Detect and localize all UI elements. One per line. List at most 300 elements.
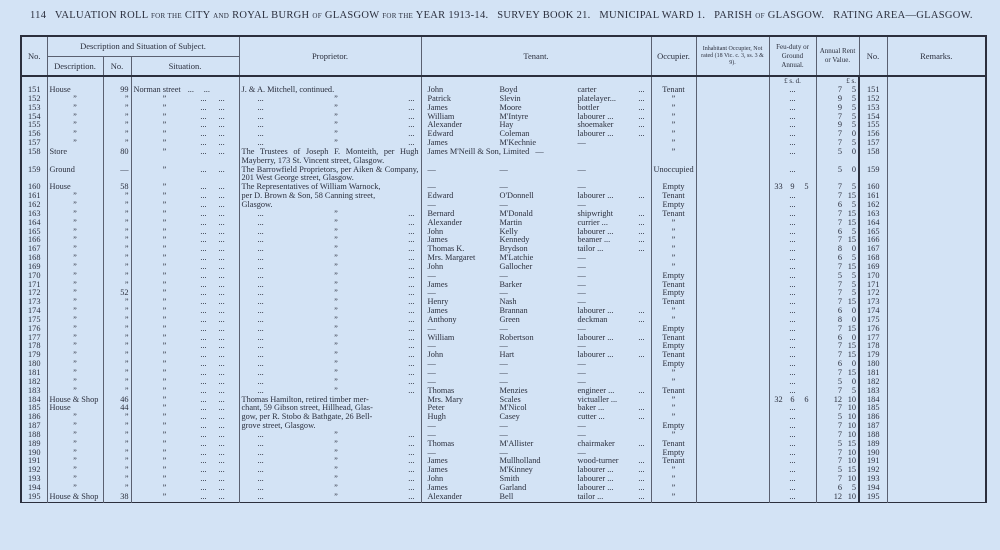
ditto-mark: ” bbox=[334, 139, 338, 148]
number-cell bbox=[103, 413, 131, 422]
feu-empty: ... bbox=[789, 413, 796, 422]
rent-pounds: 7 bbox=[837, 183, 842, 192]
rent-shillings: 10 bbox=[847, 413, 856, 422]
number-cell bbox=[103, 86, 131, 95]
col-feu-duty: Feu-duty or Ground Annual. bbox=[769, 36, 816, 76]
description-cell bbox=[47, 113, 103, 122]
occupier-status: ” bbox=[671, 94, 676, 103]
description-cell bbox=[47, 396, 103, 405]
row-no-2 bbox=[859, 245, 887, 254]
title-part: AND bbox=[213, 12, 230, 20]
tenant-occupation: shoemaker bbox=[577, 121, 614, 130]
ditto-mark: ” bbox=[334, 439, 338, 448]
dots: ... bbox=[200, 422, 207, 431]
col-occupier: Occupier. bbox=[651, 36, 696, 76]
occupier-cell bbox=[651, 457, 696, 466]
rent-shillings: 5 bbox=[851, 271, 856, 280]
tenant-occupation: currier ... bbox=[577, 218, 608, 227]
description: ” bbox=[73, 483, 77, 492]
tenant-last-name: M'Allister bbox=[499, 439, 534, 448]
tenant-cell bbox=[421, 378, 651, 387]
feu-empty: ... bbox=[789, 483, 796, 492]
feu-empty: ... bbox=[789, 457, 796, 466]
dots: ... bbox=[408, 227, 415, 236]
remarks-cell bbox=[887, 404, 986, 413]
rent-cell bbox=[816, 396, 859, 405]
dots: ... bbox=[218, 200, 225, 209]
rent-pounds: 7 bbox=[837, 457, 842, 466]
tenant-first-name: James bbox=[427, 280, 448, 289]
situation-cell bbox=[131, 360, 239, 369]
proprietor-text: The Representatives of William Warnock, bbox=[241, 183, 381, 192]
remarks-cell bbox=[887, 236, 986, 245]
feu-cell bbox=[769, 475, 816, 484]
situation-cell bbox=[131, 316, 239, 325]
row-number: 174 bbox=[28, 307, 41, 316]
dots: ... bbox=[638, 439, 645, 448]
occupier-status: ” bbox=[671, 492, 676, 501]
dots: ... bbox=[257, 262, 264, 271]
description-cell bbox=[47, 413, 103, 422]
row-number: 190 bbox=[28, 448, 41, 457]
description: ” bbox=[73, 351, 77, 360]
row-no-2 bbox=[859, 457, 887, 466]
tenant-first-name: — bbox=[427, 200, 436, 209]
table-row bbox=[21, 192, 986, 201]
row-no-2 bbox=[859, 351, 887, 360]
row-number: 177 bbox=[867, 333, 880, 342]
ditto-mark: ” bbox=[334, 377, 338, 386]
street-number: 38 bbox=[120, 492, 129, 501]
ditto-mark: ” bbox=[162, 254, 167, 263]
description: ” bbox=[73, 307, 77, 316]
inhabitant-cell bbox=[696, 351, 769, 360]
tenant-cell bbox=[421, 387, 651, 396]
row-no-2 bbox=[859, 484, 887, 493]
ditto-mark: ” bbox=[162, 413, 167, 422]
dots: ... bbox=[200, 200, 207, 209]
row-no bbox=[21, 245, 47, 254]
tenant-first-name: Peter bbox=[427, 404, 445, 413]
ditto-mark: ” bbox=[162, 183, 167, 192]
description: ” bbox=[73, 324, 77, 333]
tenant-occupation: labourer ... bbox=[577, 483, 614, 492]
occupier-cell bbox=[651, 413, 696, 422]
dots: ... bbox=[408, 448, 415, 457]
col-num: No. bbox=[103, 56, 131, 76]
occupier-status: ” bbox=[671, 112, 676, 121]
ditto-mark: ” bbox=[162, 245, 167, 254]
street-number: ” bbox=[124, 227, 129, 236]
tenant-first-name: — bbox=[427, 165, 436, 174]
rent-shillings: 15 bbox=[847, 369, 856, 377]
inhabitant-cell bbox=[696, 422, 769, 431]
table-row bbox=[21, 475, 986, 484]
feu-cell bbox=[769, 130, 816, 139]
dots: ... bbox=[638, 227, 645, 236]
dots: ... bbox=[218, 130, 225, 139]
inhabitant-cell bbox=[696, 325, 769, 334]
occupier-status: Tenant bbox=[662, 333, 685, 342]
rent-pounds: 8 bbox=[837, 315, 842, 324]
occupier-cell bbox=[651, 378, 696, 387]
ditto-mark: ” bbox=[334, 209, 338, 218]
dots: ... bbox=[257, 289, 264, 298]
description-cell bbox=[47, 148, 103, 166]
dots: ... bbox=[218, 395, 225, 404]
dots: ... bbox=[257, 492, 264, 501]
feu-cell bbox=[769, 113, 816, 122]
street-number: ” bbox=[124, 422, 129, 431]
tenant-cell bbox=[421, 263, 651, 272]
row-no bbox=[21, 263, 47, 272]
dots: ... bbox=[257, 377, 264, 386]
remarks-cell bbox=[887, 298, 986, 307]
dots: ... bbox=[200, 121, 207, 130]
proprietor-cell bbox=[239, 210, 421, 219]
inhabitant-cell bbox=[696, 201, 769, 210]
row-number: 166 bbox=[28, 236, 41, 245]
tenant-last-name: — bbox=[499, 183, 508, 192]
valuation-roll-table bbox=[20, 35, 987, 503]
tenant-cell bbox=[421, 113, 651, 122]
ditto-mark: ” bbox=[162, 165, 167, 174]
description-cell bbox=[47, 263, 103, 272]
dots: ... bbox=[200, 245, 207, 254]
dots: ... bbox=[218, 183, 225, 192]
inhabitant-cell bbox=[696, 245, 769, 254]
occupier-status: ” bbox=[671, 103, 676, 112]
ditto-mark: ” bbox=[162, 280, 167, 289]
ditto-mark: ” bbox=[334, 130, 338, 139]
occupier-cell bbox=[651, 449, 696, 458]
description-cell bbox=[47, 466, 103, 475]
rent-pounds: 9 bbox=[837, 94, 842, 103]
rent-cell bbox=[816, 113, 859, 122]
row-number: 165 bbox=[28, 227, 41, 236]
rent-cell bbox=[816, 316, 859, 325]
row-no bbox=[21, 281, 47, 290]
occupier-cell bbox=[651, 183, 696, 192]
number-cell bbox=[103, 130, 131, 139]
number-cell bbox=[103, 440, 131, 449]
dots: ... bbox=[408, 475, 415, 484]
inhabitant-cell bbox=[696, 387, 769, 396]
feu-cell bbox=[769, 263, 816, 272]
dots: ... bbox=[638, 192, 645, 201]
number-cell bbox=[103, 148, 131, 166]
proprietor-cell bbox=[239, 201, 421, 210]
remarks-cell bbox=[887, 449, 986, 458]
rent-cell bbox=[816, 254, 859, 263]
street-number: ” bbox=[124, 475, 129, 484]
ditto-mark: ” bbox=[162, 94, 167, 103]
occupier-cell bbox=[651, 113, 696, 122]
feu-empty: ... bbox=[789, 333, 796, 342]
description-cell bbox=[47, 236, 103, 245]
proprietor-text: J. & A. Mitchell, continued. bbox=[241, 86, 335, 94]
situation-cell bbox=[131, 387, 239, 396]
occupier-status: Empty bbox=[662, 200, 685, 209]
feu-cell bbox=[769, 298, 816, 307]
tenant-last-name: — bbox=[499, 271, 508, 280]
tenant-occupation: labourer ... bbox=[577, 475, 614, 484]
row-number: 156 bbox=[28, 130, 41, 139]
number-cell bbox=[103, 236, 131, 245]
situation-cell bbox=[131, 236, 239, 245]
tenant-last-name: O'Donnell bbox=[499, 192, 534, 201]
col-remarks: Remarks. bbox=[887, 36, 986, 76]
description: ” bbox=[73, 298, 77, 307]
description: ” bbox=[73, 448, 77, 457]
row-no-2 bbox=[859, 475, 887, 484]
tenant-first-name: Mrs. Mary bbox=[427, 395, 463, 404]
tenant-occupation: wood-turner bbox=[577, 457, 619, 466]
inhabitant-cell bbox=[696, 493, 769, 502]
tenant-first-name: James bbox=[427, 103, 448, 112]
tenant-cell bbox=[421, 334, 651, 343]
inhabitant-cell bbox=[696, 369, 769, 378]
situation-cell bbox=[131, 378, 239, 387]
dots: ... bbox=[408, 94, 415, 103]
dots: ... bbox=[257, 280, 264, 289]
dots: ... bbox=[200, 183, 207, 192]
rent-cell bbox=[816, 95, 859, 104]
description: ” bbox=[73, 369, 77, 377]
dots: ... bbox=[200, 209, 207, 218]
dots: ... bbox=[200, 475, 207, 484]
ditto-mark: ” bbox=[162, 147, 167, 156]
row-no-2 bbox=[859, 86, 887, 95]
feu-cell bbox=[769, 245, 816, 254]
feu-shillings: 9 bbox=[790, 183, 795, 192]
tenant-last-name: Kelly bbox=[499, 227, 518, 236]
dots: ... bbox=[200, 386, 207, 395]
street-number: ” bbox=[124, 360, 129, 369]
situation-cell bbox=[131, 289, 239, 298]
proprietor-cell bbox=[239, 449, 421, 458]
street-number: ” bbox=[124, 439, 129, 448]
remarks-cell bbox=[887, 210, 986, 219]
rent-shillings: 10 bbox=[847, 457, 856, 466]
number-cell bbox=[103, 104, 131, 113]
inhabitant-cell bbox=[696, 457, 769, 466]
description-cell bbox=[47, 183, 103, 192]
ditto-mark: ” bbox=[334, 324, 338, 333]
rent-cell bbox=[816, 201, 859, 210]
situation-cell bbox=[131, 457, 239, 466]
tenant-last-name: Smith bbox=[499, 475, 520, 484]
number-cell bbox=[103, 484, 131, 493]
dots: ... bbox=[200, 448, 207, 457]
number-cell bbox=[103, 272, 131, 281]
tenant-occupation: — bbox=[577, 271, 586, 280]
row-no-2 bbox=[859, 130, 887, 139]
occupier-status: ” bbox=[671, 475, 676, 484]
tenant-occupation: — bbox=[577, 342, 586, 351]
number-cell bbox=[103, 183, 131, 192]
table-row bbox=[21, 369, 986, 378]
dots: ... bbox=[200, 457, 207, 466]
feu-cell bbox=[769, 95, 816, 104]
number-cell bbox=[103, 378, 131, 387]
feu-cell bbox=[769, 272, 816, 281]
inhabitant-cell bbox=[696, 139, 769, 148]
table-row bbox=[21, 104, 986, 113]
street-number: 58 bbox=[120, 183, 129, 192]
number-cell bbox=[103, 210, 131, 219]
dots: ... bbox=[408, 324, 415, 333]
rent-cell bbox=[816, 360, 859, 369]
dots: ... bbox=[257, 342, 264, 351]
description: ” bbox=[73, 315, 77, 324]
dots: ... bbox=[638, 103, 645, 112]
dots: ... bbox=[638, 130, 645, 139]
dots: ... bbox=[408, 289, 415, 298]
occupier-cell bbox=[651, 228, 696, 237]
dots: ... bbox=[408, 377, 415, 386]
feu-cell bbox=[769, 422, 816, 431]
feu-cell bbox=[769, 183, 816, 192]
dots: ... bbox=[200, 218, 207, 227]
dots: ... bbox=[200, 395, 207, 404]
row-number: 169 bbox=[28, 262, 41, 271]
table-row bbox=[21, 183, 986, 192]
tenant-last-name: — bbox=[499, 165, 508, 174]
remarks-cell bbox=[887, 307, 986, 316]
description-cell bbox=[47, 484, 103, 493]
row-number: 182 bbox=[867, 377, 880, 386]
street-number: ” bbox=[124, 466, 129, 475]
inhabitant-cell bbox=[696, 95, 769, 104]
rent-shillings: 5 bbox=[851, 483, 856, 492]
description-cell bbox=[47, 457, 103, 466]
tenant-last-name: — bbox=[499, 342, 508, 351]
rent-cell bbox=[816, 245, 859, 254]
ditto-mark: ” bbox=[334, 307, 338, 316]
feu-empty: ... bbox=[789, 209, 796, 218]
description: ” bbox=[73, 439, 77, 448]
tenant-occupation: chairmaker bbox=[577, 439, 615, 448]
dots: ... bbox=[200, 289, 207, 298]
table-row bbox=[21, 139, 986, 148]
row-no-2 bbox=[859, 369, 887, 378]
occupier-status: ” bbox=[671, 236, 676, 245]
description: ” bbox=[73, 218, 77, 227]
description-cell bbox=[47, 104, 103, 113]
situation-cell bbox=[131, 183, 239, 192]
situation-cell bbox=[131, 475, 239, 484]
title-part: ROYAL BURGH bbox=[232, 10, 310, 21]
number-cell bbox=[103, 431, 131, 440]
dots: ... bbox=[257, 245, 264, 254]
number-cell bbox=[103, 325, 131, 334]
tenant-occupation: — bbox=[577, 422, 586, 431]
row-no bbox=[21, 378, 47, 387]
remarks-cell bbox=[887, 219, 986, 228]
row-number: 175 bbox=[867, 315, 880, 324]
feu-empty: ... bbox=[789, 245, 796, 254]
description: ” bbox=[73, 112, 77, 121]
tenant-occupation: — bbox=[577, 139, 586, 148]
description-cell bbox=[47, 95, 103, 104]
rent-shillings: 0 bbox=[851, 333, 856, 342]
description-cell bbox=[47, 449, 103, 458]
row-number: 163 bbox=[867, 209, 880, 218]
tenant-cell bbox=[421, 440, 651, 449]
proprietor-cell bbox=[239, 148, 421, 166]
ditto-mark: ” bbox=[162, 298, 167, 307]
rent-shillings: 15 bbox=[847, 351, 856, 360]
situation-cell bbox=[131, 281, 239, 290]
occupier-cell bbox=[651, 431, 696, 440]
rent-cell bbox=[816, 404, 859, 413]
row-number: 152 bbox=[867, 94, 880, 103]
description-cell bbox=[47, 139, 103, 148]
table-row bbox=[21, 245, 986, 254]
occupier-cell bbox=[651, 245, 696, 254]
dots: ... bbox=[257, 483, 264, 492]
description-cell bbox=[47, 404, 103, 413]
rent-pounds: 7 bbox=[837, 351, 842, 360]
feu-empty: ... bbox=[789, 165, 796, 174]
dots: ... bbox=[257, 315, 264, 324]
feu-cell bbox=[769, 342, 816, 351]
description: ” bbox=[73, 121, 77, 130]
row-number: 173 bbox=[867, 298, 880, 307]
remarks-cell bbox=[887, 325, 986, 334]
rent-shillings: 5 bbox=[851, 254, 856, 263]
table-row bbox=[21, 325, 986, 334]
tenant-last-name: M'Latchie bbox=[499, 254, 534, 263]
occupier-status: Tenant bbox=[662, 457, 685, 466]
row-no bbox=[21, 325, 47, 334]
ditto-mark: ” bbox=[162, 395, 167, 404]
street-number: ” bbox=[124, 139, 129, 148]
dots: ... bbox=[257, 298, 264, 307]
row-number: 186 bbox=[28, 413, 41, 422]
dots: ... bbox=[638, 86, 645, 94]
ditto-mark: ” bbox=[162, 227, 167, 236]
inhabitant-cell bbox=[696, 281, 769, 290]
dots: ... bbox=[200, 342, 207, 351]
row-no bbox=[21, 422, 47, 431]
description: ” bbox=[73, 280, 77, 289]
dots: ... bbox=[257, 271, 264, 280]
dots: ... bbox=[218, 271, 225, 280]
proprietor-cell bbox=[239, 307, 421, 316]
proprietor-text: per D. Brown & Son, 58 Canning street, bbox=[241, 192, 376, 201]
number-cell bbox=[103, 457, 131, 466]
inhabitant-cell bbox=[696, 378, 769, 387]
description: ” bbox=[73, 457, 77, 466]
tenant-occupation: victualler ... bbox=[577, 395, 618, 404]
description-cell bbox=[47, 387, 103, 396]
ditto-mark: ” bbox=[162, 351, 167, 360]
rent-cell bbox=[816, 148, 859, 166]
tenant-last-name: — bbox=[499, 369, 508, 377]
tenant-occupation: — bbox=[577, 289, 586, 298]
number-cell bbox=[103, 449, 131, 458]
number-cell bbox=[103, 387, 131, 396]
proprietor-cell bbox=[239, 316, 421, 325]
dots: ... bbox=[218, 298, 225, 307]
inhabitant-cell bbox=[696, 396, 769, 405]
row-no bbox=[21, 113, 47, 122]
occupier-cell bbox=[651, 219, 696, 228]
row-no bbox=[21, 166, 47, 184]
proprietor-text: The Trustees of Joseph F. Monteith, per Hugh Mayberry, 173 St. Vincent street, Glasgow. bbox=[241, 147, 419, 165]
